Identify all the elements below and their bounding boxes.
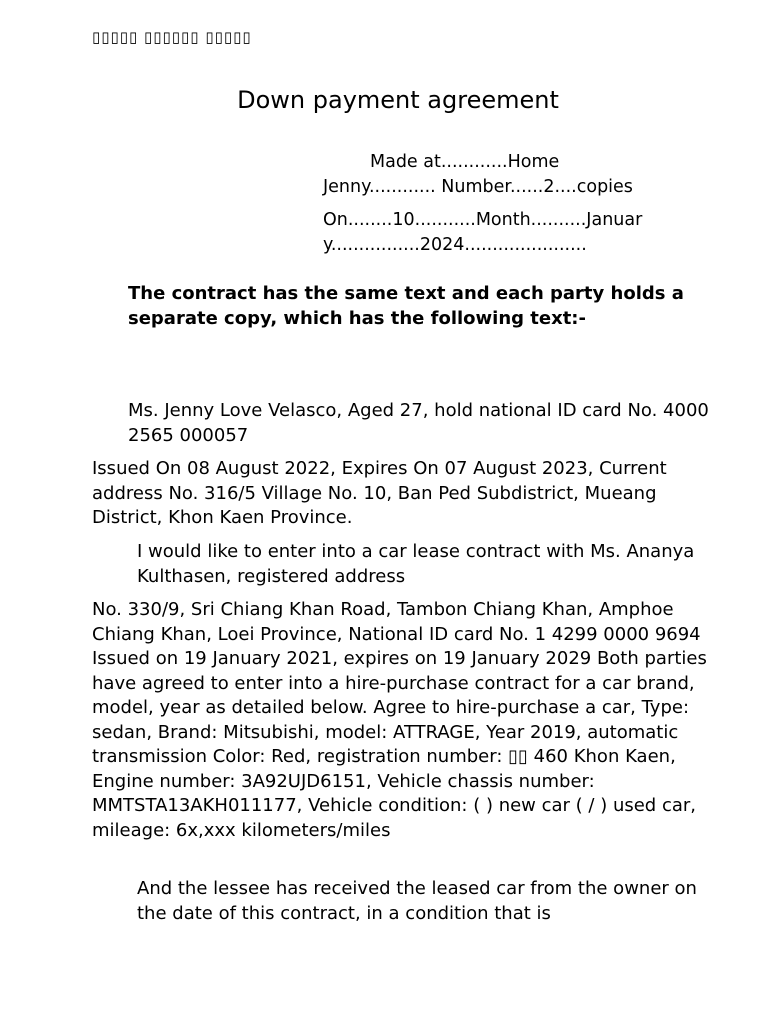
paragraph-id-issue (92, 457, 712, 531)
meta-date-line1: On........10...........Month..........Januar (323, 210, 643, 230)
meta-copies: Jenny............ Number......2....copies (323, 176, 633, 197)
paragraph-receipt (92, 877, 712, 926)
paragraph-text: I would like to enter into a car lease contract with Ms. Ananya Kulthasen, registered address (137, 541, 695, 587)
meta-date-line2: y................2024...................... (323, 234, 587, 255)
document-title: Down payment agreement (237, 86, 559, 114)
header-text: ▯▯▯▯▯ ▯▯▯▯▯▯ ▯▯▯▯▯ (92, 28, 252, 46)
paragraph-lease-intent (92, 540, 712, 589)
paragraph-text: Ms. Jenny Love Velasco, Aged 27, hold national ID card No. 4000 2565 000057 (128, 400, 709, 446)
meta-date-block (323, 208, 723, 257)
paragraph-text: No. 330/9, Sri Chiang Khan Road, Tambon Chiang Khan, Amphoe Chiang Khan, Loei Province, National ID card No. 1 4299 0000 9694 Issued on 19 January 2021, expires on 19 January 2029 Both parties have agreed to enter into a hire-purchase contract for a car brand, model, year as detailed below. Agree to hire-purchase a car, Type: sedan, Brand: Mitsubishi, model: ATTRAGE, Year 2019, automatic transmission Color: Red, registration number: ▯▯ 460 Khon Kaen, Engine number: 3A92UJD6151, Vehicle chassis number: MMTSTA13AKH011177, Vehicle condition: ( ) new car ( / ) used car, mileage: 6x,xxx kilometers/miles (92, 599, 707, 841)
meta-place-block (323, 150, 723, 199)
paragraph-text: And the lessee has received the leased car from the owner on the date of this contract, in a condition that is (137, 878, 697, 924)
intro-statement: The contract has the same text and each party holds a separate copy, which has the following text:- (128, 283, 684, 329)
paragraph-lessee-identity (92, 399, 712, 448)
meta-made-at: Made at............Home (370, 152, 560, 172)
paragraph-text: Issued On 08 August 2022, Expires On 07 August 2023, Current address No. 316/5 Village No. 10, Ban Ped Subdistrict, Mueang District, Khon Kaen Province. (92, 458, 667, 528)
paragraph-vehicle-details (92, 598, 712, 843)
